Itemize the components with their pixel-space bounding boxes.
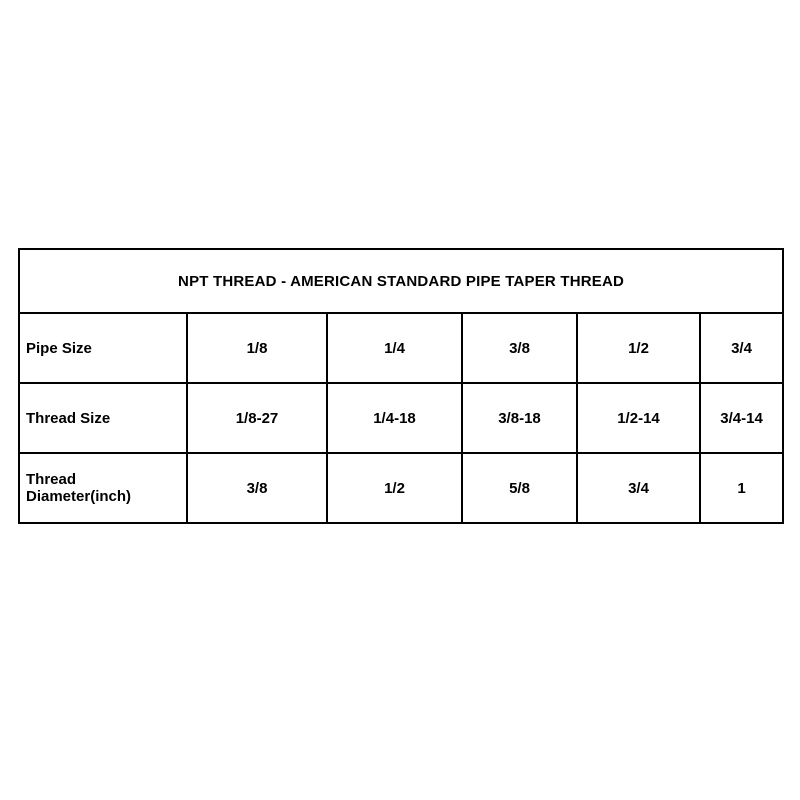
- thread-diameter-value-5: 1: [700, 453, 783, 523]
- pipe-size-value-3: 3/8: [462, 313, 577, 383]
- pipe-size-value-2: 1/4: [327, 313, 462, 383]
- table-row: [19, 313, 783, 383]
- row-label-pipe-size: Pipe Size: [19, 313, 187, 383]
- thread-size-value-2: 1/4-18: [327, 383, 462, 453]
- pipe-size-value-4: 1/2: [577, 313, 700, 383]
- table-title: NPT THREAD - AMERICAN STANDARD PIPE TAPER THREAD: [19, 249, 783, 313]
- thread-diameter-value-4: 3/4: [577, 453, 700, 523]
- thread-diameter-value-3: 5/8: [462, 453, 577, 523]
- thread-size-value-5: 3/4-14: [700, 383, 783, 453]
- table-row: [19, 453, 783, 523]
- table-title-row: [19, 249, 783, 313]
- npt-thread-table: [18, 248, 784, 524]
- row-label-thread-size: Thread Size: [19, 383, 187, 453]
- thread-size-value-3: 3/8-18: [462, 383, 577, 453]
- table-row: [19, 383, 783, 453]
- thread-diameter-value-1: 3/8: [187, 453, 327, 523]
- npt-thread-table-container: [18, 248, 782, 524]
- pipe-size-value-1: 1/8: [187, 313, 327, 383]
- thread-size-value-1: 1/8-27: [187, 383, 327, 453]
- thread-diameter-value-2: 1/2: [327, 453, 462, 523]
- row-label-thread-diameter: Thread Diameter(inch): [19, 453, 187, 523]
- thread-size-value-4: 1/2-14: [577, 383, 700, 453]
- pipe-size-value-5: 3/4: [700, 313, 783, 383]
